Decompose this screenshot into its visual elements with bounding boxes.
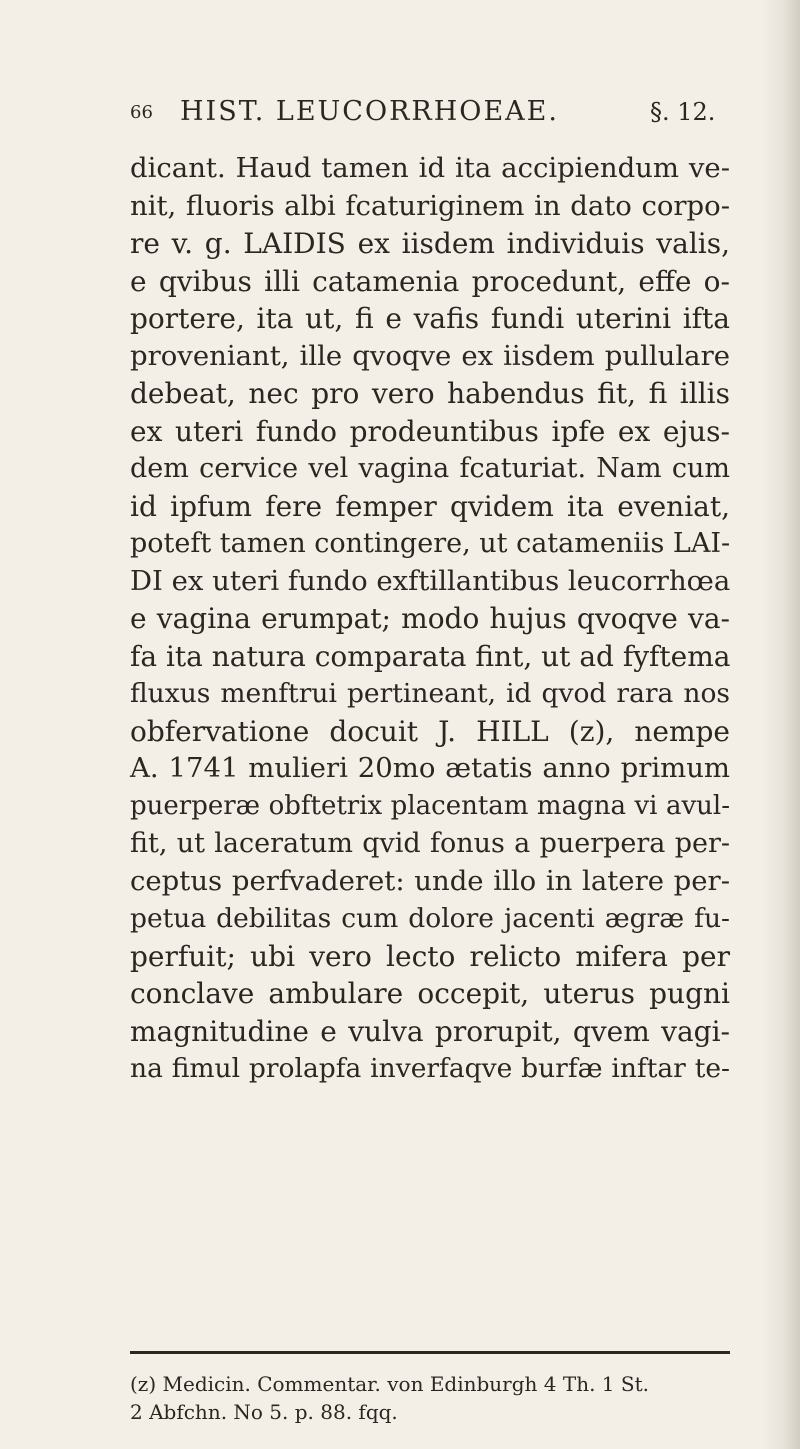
footnote-line: (z) Medicin. Commentar. von Edinburgh 4 Th. 1 St. (130, 1372, 649, 1396)
body-text (130, 150, 730, 1088)
text-line: puerperæ obftetrix placentam magna vi avul- (130, 790, 730, 821)
footnote-divider (130, 1351, 730, 1354)
section-reference: §. 12. (650, 98, 716, 126)
text-line: portere, ita ut, fi e vafis fundi uterini ifta (130, 302, 730, 335)
footnotes (130, 1370, 730, 1426)
text-line: perfuit; ubi vero lecto relicto mifera per (130, 939, 730, 973)
text-line: dicant. Haud tamen id ita accipiendum ve- (130, 152, 730, 184)
text-line: conclave ambulare occepit, uterus pugni (130, 977, 730, 1010)
text-line: debeat, nec pro vero habendus fit, fi illis (130, 377, 730, 410)
page-number: 66 (130, 102, 153, 123)
text-line: na fimul prolapfa inverfaqve burfæ inftar te- (130, 1053, 730, 1084)
text-line: poteft tamen contingere, ut catameniis LAI- (130, 528, 731, 559)
text-line: magnitudine e vulva prorupit, qvem vagi- (130, 1014, 730, 1048)
text-line: id ipfum fere femper qvidem ita eveniat, (130, 489, 730, 523)
text-line: dem cervice vel vagina fcaturiat. Nam cum (130, 453, 730, 484)
text-line: proveniant, ille qvoqve ex iisdem pullulare (130, 339, 730, 372)
text-line: obfervatione docuit J. HILL (z), nempe (130, 714, 730, 748)
text-line: fa ita natura comparata fint, ut ad fyftema (130, 639, 731, 673)
text-line: e qvibus illi catamenia procedunt, effe o- (130, 264, 730, 298)
text-line: fluxus menftrui pertineant, id qvod rara nos (130, 678, 730, 709)
text-line: petua debilitas cum dolore jacenti ægræ fu- (130, 903, 730, 934)
running-head: HIST. LEUCORRHOEAE. (180, 96, 559, 127)
text-line: fit, ut laceratum qvid fonus a puerpera per- (130, 828, 730, 859)
page-edge-shadow (762, 0, 800, 1449)
text-line: e vagina erumpat; modo hujus qvoqve va- (130, 602, 730, 635)
text-line: A. 1741 mulieri 20mo ætatis anno primum (130, 752, 730, 784)
page-header (130, 96, 730, 136)
text-line: ex uteri fundo prodeuntibus ipfe ex ejus- (130, 414, 730, 448)
footnote-line: 2 Abfchn. No 5. p. 88. fqq. (130, 1400, 398, 1424)
text-line: re v. g. LAIDIS ex iisdem individuis valis, (130, 227, 730, 260)
text-line: nit, fluoris albi fcaturiginem in dato corpo- (130, 189, 730, 222)
text-line: DI ex uteri fundo exftillantibus leucorrhœa (130, 564, 731, 597)
text-line: ceptus perfvaderet: unde illo in latere per- (130, 864, 730, 897)
